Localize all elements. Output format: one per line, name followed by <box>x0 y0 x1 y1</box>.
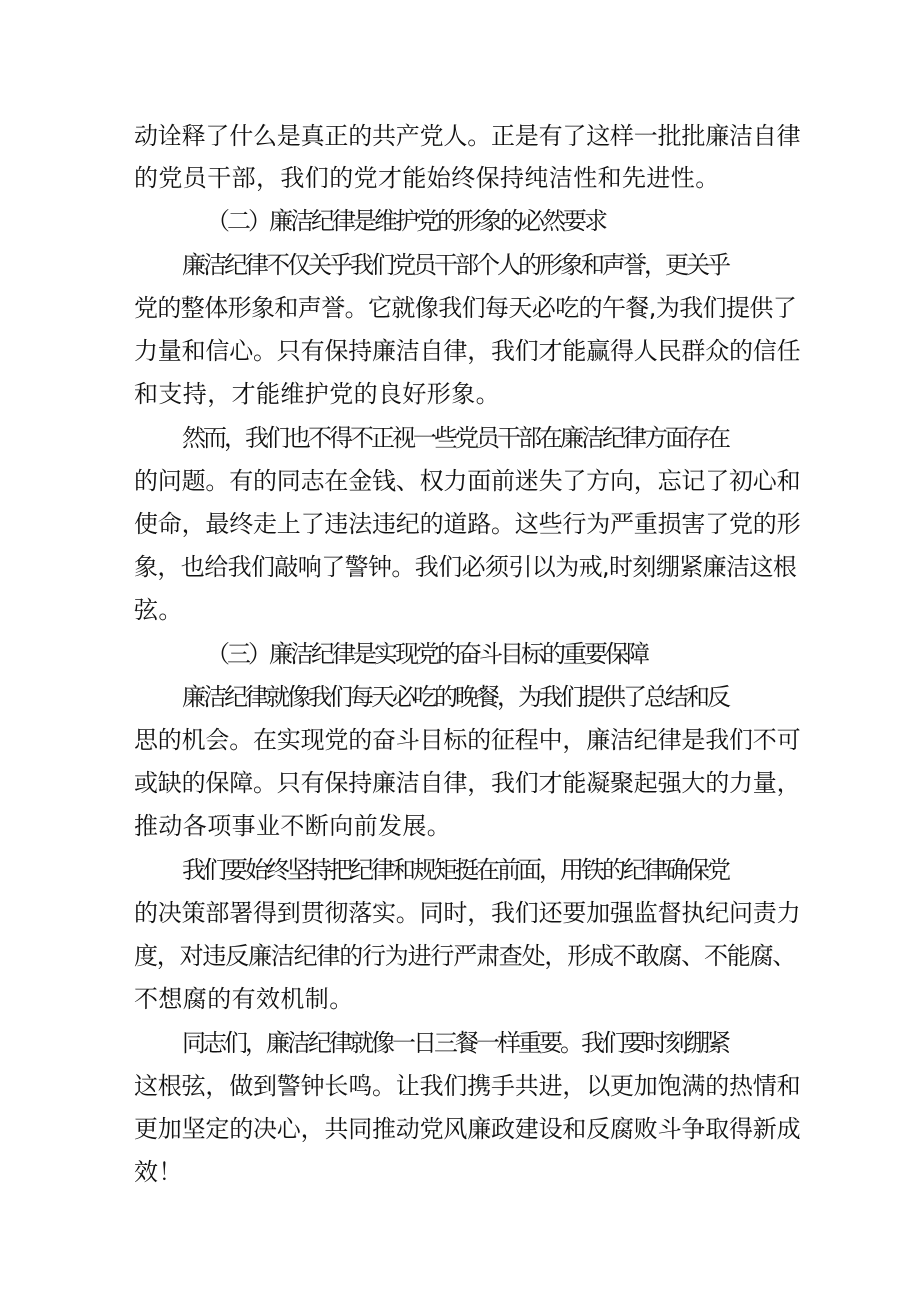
body-line: 象，也给我们敲响了警钟。我们必须引以为戒,时刻绷紧廉洁这根 <box>134 553 797 581</box>
body-line: 的决策部署得到贯彻落实。同时，我们还要加强监督执纪问责力 <box>134 899 801 927</box>
body-line: 的问题。有的同志在金钱、权力面前迷失了方向，忘记了初心和 <box>134 467 801 495</box>
body-line: 使命，最终走上了违法违纪的道路。这些行为严重损害了党的形 <box>134 510 801 538</box>
body-line: 更加坚定的决心，共同推动党风廉政建设和反腐败斗争取得新成 <box>134 1115 801 1143</box>
body-line: 的党员干部，我们的党才能始终保持纯洁性和先进性。 <box>134 164 720 192</box>
body-line: 推动各项事业不断向前发展。 <box>134 812 452 840</box>
body-line: 力量和信心。只有保持廉洁自律，我们才能赢得人民群众的信任 <box>134 337 801 365</box>
body-line: 党的整体形象和声誉。它就像我们每天必吃的午餐,为我们提供了 <box>134 294 797 322</box>
body-line: 这根弦，做到警钟长鸣。让我们携手共进，以更加饱满的热情和 <box>134 1072 801 1100</box>
body-line: 廉洁纪律不仅关乎我们党员干部个人的形象和声誉，更关乎 <box>182 251 728 279</box>
body-line: 度，对违反廉洁纪律的行为进行严肃查处，形成不敢腐、不能腐、 <box>134 942 796 970</box>
body-line: 和支持，才能维护党的良好形象。 <box>134 380 500 408</box>
body-line: 我们要始终坚持把纪律和规矩挺在前面，用铁的纪律确保党 <box>182 856 728 884</box>
body-line: 思的机会。在实现党的奋斗目标的征程中，廉洁纪律是我们不可 <box>134 726 801 754</box>
body-line: 然而，我们也不得不正视一些党员干部在廉洁纪律方面存在 <box>182 424 728 452</box>
body-line: 动诠释了什么是真正的共产党人。正是有了这样一批批廉洁自律 <box>134 122 801 150</box>
body-line: 效！ <box>134 1158 183 1186</box>
body-line: 或缺的保障。只有保持廉洁自律，我们才能凝聚起强大的力量， <box>134 769 801 797</box>
body-line: 弦。 <box>134 596 183 624</box>
section-heading: （三）廉洁纪律是实现党的奋斗目标的重要保障 <box>206 640 647 668</box>
body-line: 不想腐的有效机制。 <box>134 985 354 1013</box>
section-heading: （二）廉洁纪律是维护党的形象的必然要求 <box>206 207 605 235</box>
body-line: 同志们，廉洁纪律就像一日三餐一样重要。我们要时刻绷紧 <box>182 1029 728 1057</box>
body-line: 廉洁纪律就像我们每天必吃的晚餐，为我们提供了总结和反 <box>182 683 728 711</box>
